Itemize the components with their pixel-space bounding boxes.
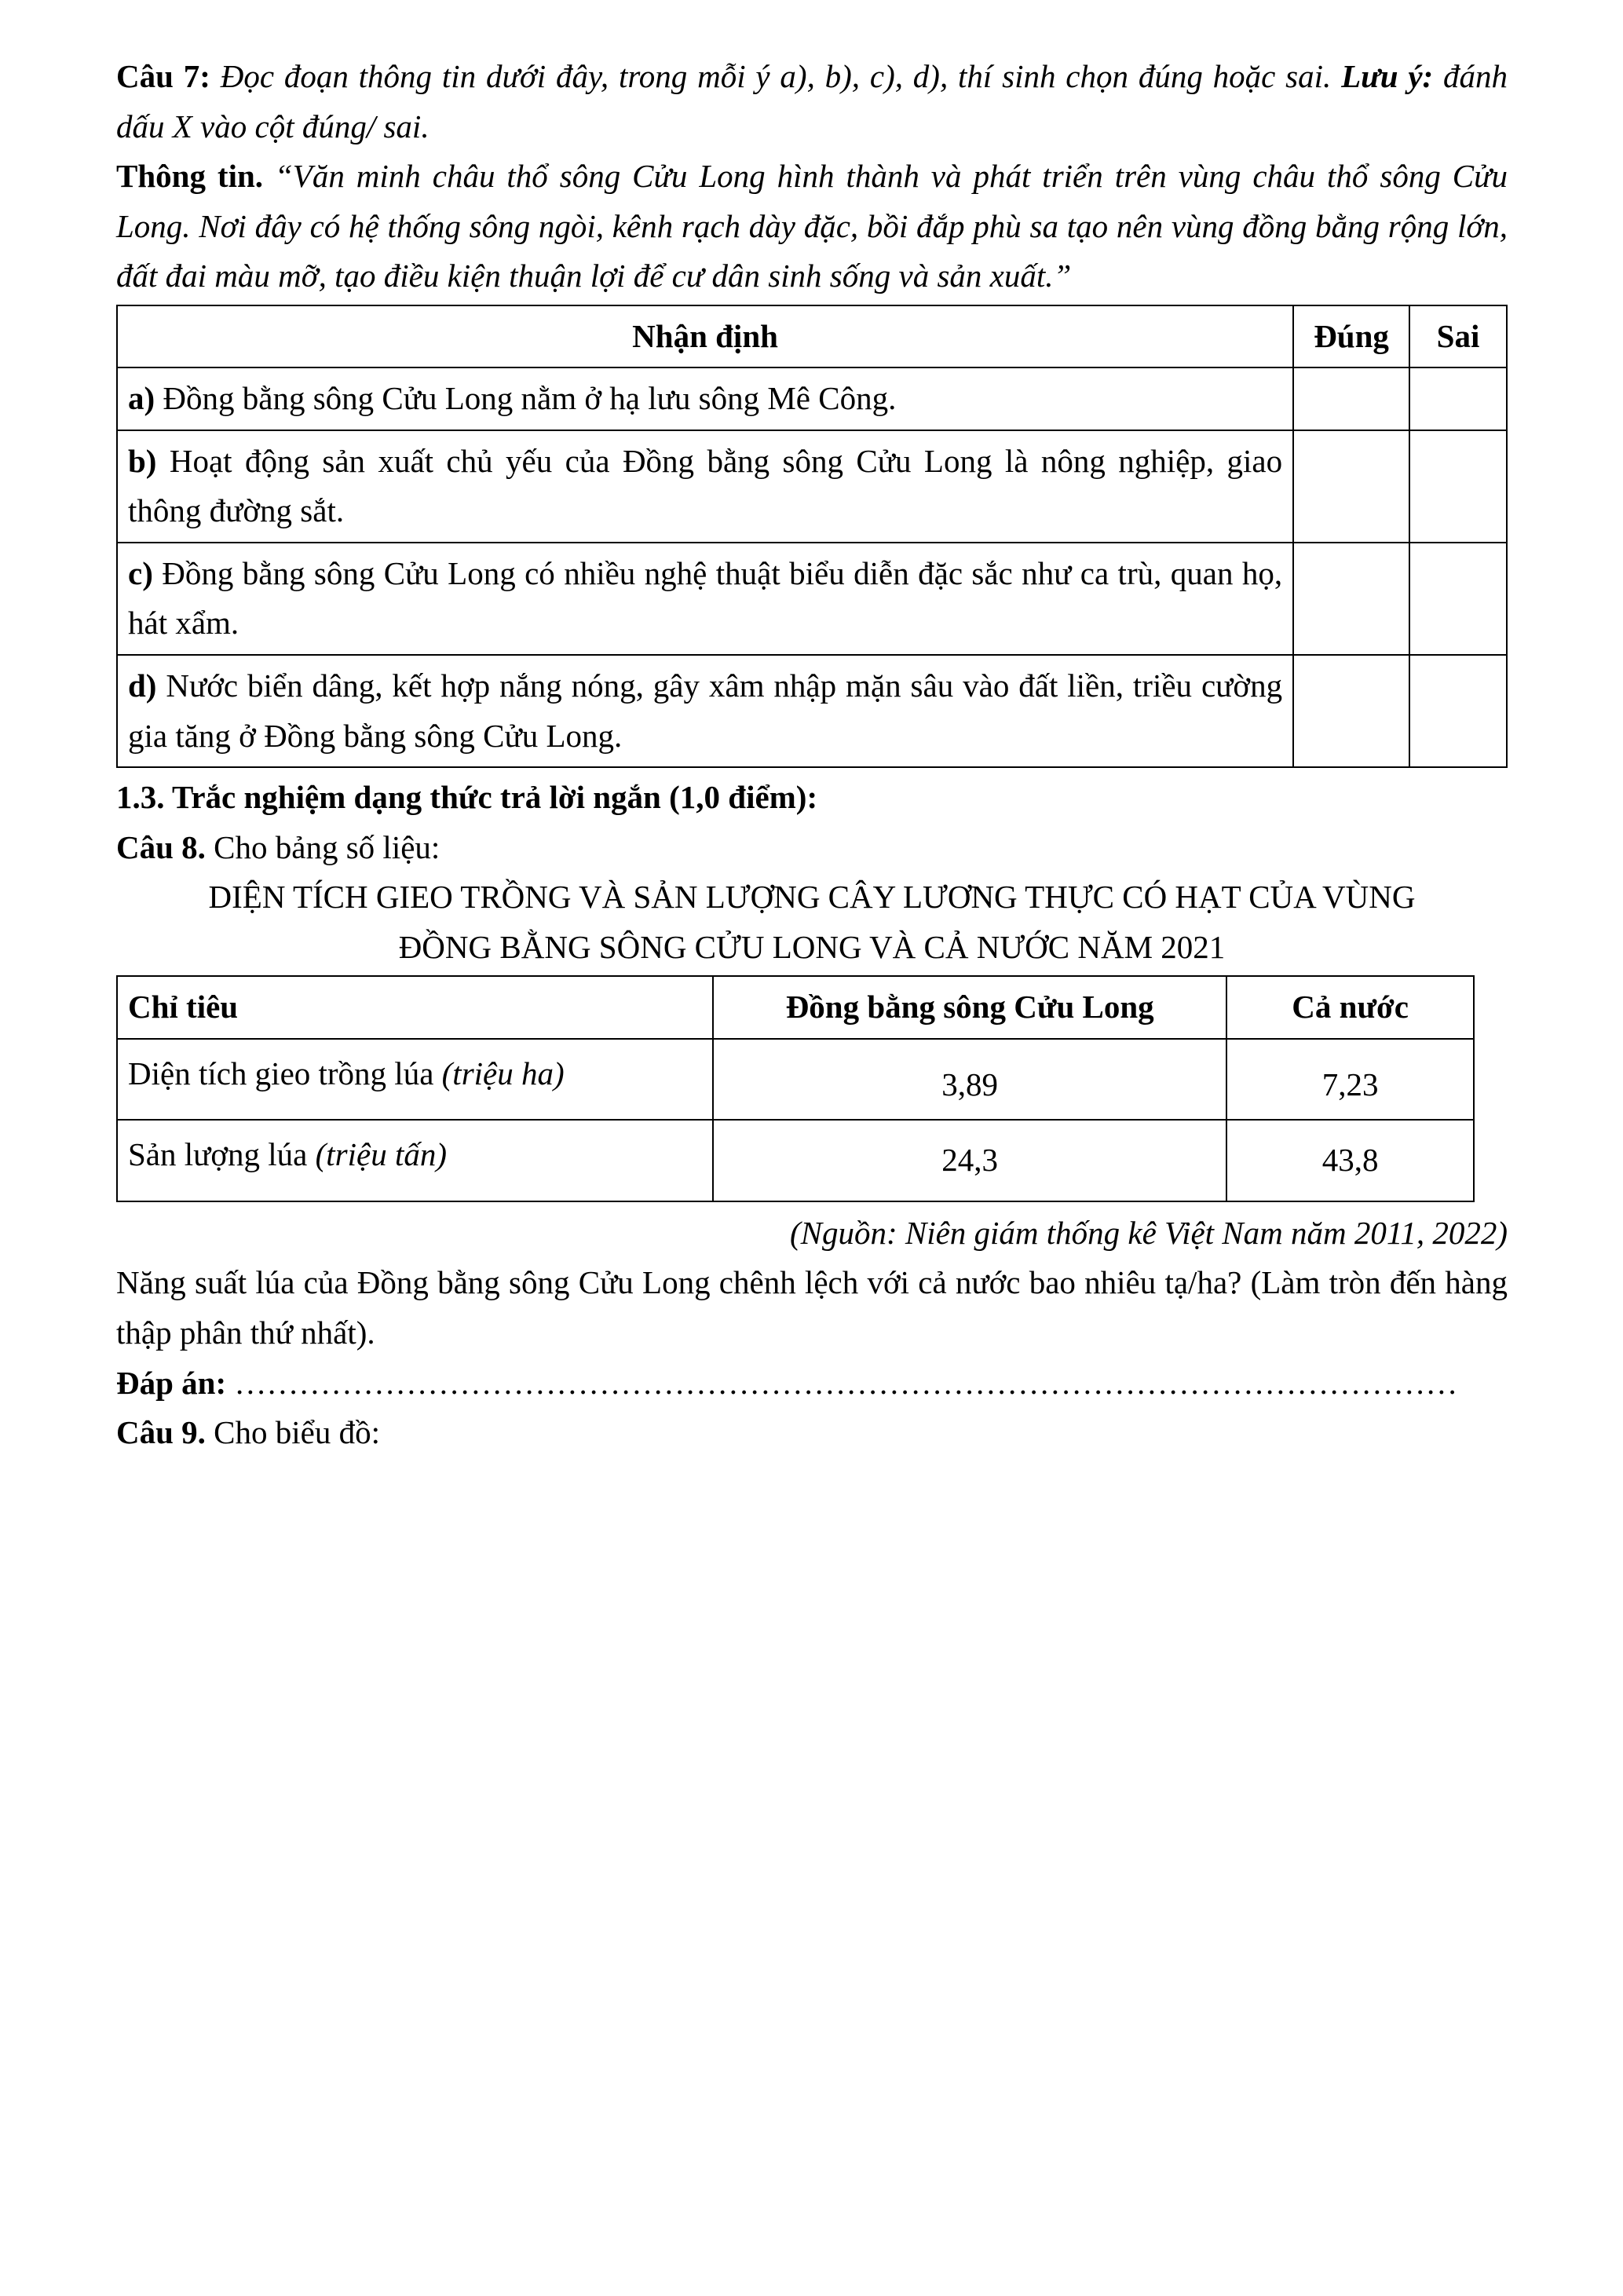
statement-a-label: a): [128, 380, 155, 417]
table-source-note: (Nguồn: Niên giám thống kê Việt Nam năm 2011, 2022): [789, 1214, 1508, 1251]
statement-d-label: d): [128, 667, 157, 704]
answer-label: Đáp án:: [116, 1364, 227, 1401]
row-output-mekong-value: 24,3: [713, 1120, 1226, 1201]
table-row-b: [117, 430, 1507, 543]
table-row-a: [117, 367, 1507, 430]
statistics-row-area: [117, 1039, 1474, 1121]
question8-intro-text: Cho bảng số liệu:: [214, 828, 440, 865]
info-text: “Văn minh châu thổ sông Cửu Long hình thành và phát triển trên vùng châu thổ sông Cửu Long. Nơi đây có hệ thống sông ngòi, kênh rạch dày đặc, bồi đắp phù sa tạo nên vùng đồng bằng rộng lớn, đất đai màu mỡ, tạo điều kiện thuận lợi để cư dân sinh sống và sản xuất.”: [116, 158, 1508, 294]
table-row-c: [117, 543, 1507, 655]
row-area-name: Diện tích gieo trồng lúa: [128, 1055, 434, 1091]
question7-note-text: đánh dấu X vào cột đúng/ sai.: [116, 58, 1508, 144]
answer-cell-a-sai: [1409, 367, 1507, 430]
statement-a: [117, 367, 1293, 430]
answer-cell-c-sai: [1409, 543, 1507, 655]
answer-cell-a-dung: [1293, 367, 1409, 430]
statement-c-label: c): [128, 554, 153, 591]
statement-d: [117, 655, 1293, 767]
section-heading-1-3: 1.3. Trắc nghiệm dạng thức trả lời ngắn (1,0 điểm):: [116, 779, 818, 816]
header-sai: Sai: [1409, 305, 1507, 368]
header-whole-country: Cả nước: [1226, 976, 1474, 1039]
answer-cell-c-dung: [1293, 543, 1409, 655]
header-mekong-delta: Đồng bằng sông Cửu Long: [713, 976, 1226, 1039]
statement-b: [117, 430, 1293, 543]
question9-label: Câu 9.: [116, 1414, 206, 1451]
answer-cell-b-sai: [1409, 430, 1507, 543]
statement-d-text: Nước biển dâng, kết hợp nắng nóng, gây xâm nhập mặn sâu vào đất liền, triều cường gia tăng ở Đồng bằng sông Cửu Long.: [128, 667, 1283, 754]
question7-note-label: Lưu ý:: [1341, 58, 1434, 94]
row-output-unit: (triệu tấn): [315, 1136, 448, 1173]
header-nhan-dinh: Nhận định: [117, 305, 1293, 368]
row-output-name: Sản lượng lúa: [128, 1136, 308, 1173]
statement-b-text: Hoạt động sản xuất chủ yếu của Đồng bằng sông Cửu Long là nông nghiệp, giao thông đường sắt.: [128, 442, 1283, 529]
statistics-row-output: [117, 1120, 1474, 1201]
row-area-country-value: 7,23: [1226, 1039, 1474, 1121]
question8-label: Câu 8.: [116, 828, 206, 865]
statistics-header-row: [117, 976, 1474, 1039]
header-dung: Đúng: [1293, 305, 1409, 368]
statement-b-label: b): [128, 442, 157, 479]
row-output-country-value: 43,8: [1226, 1120, 1474, 1201]
true-false-header-row: [117, 305, 1507, 368]
row-area-label: [117, 1039, 713, 1121]
question8-intro: [116, 823, 1508, 873]
answer-dots: ……………………………………………………………………………………………………: [234, 1364, 1458, 1401]
answer-cell-b-dung: [1293, 430, 1409, 543]
row-area-mekong-value: 3,89: [713, 1039, 1226, 1121]
question7-info-paragraph: [116, 152, 1508, 302]
question7-intro: [116, 52, 1508, 152]
table-row-d: [117, 655, 1507, 767]
statement-c-text: Đồng bằng sông Cửu Long có nhiều nghệ thuật biểu diễn đặc sắc như ca trù, quan họ, hát xẩm.: [128, 554, 1283, 642]
question9-intro: [116, 1408, 1508, 1458]
data-table-title-line2: ĐỒNG BẰNG SÔNG CỬU LONG VÀ CẢ NƯỚC NĂM 2021: [398, 928, 1226, 965]
question7-label: Câu 7:: [116, 58, 210, 94]
true-false-table: [116, 305, 1508, 768]
answer-cell-d-dung: [1293, 655, 1409, 767]
header-chi-tieu: Chỉ tiêu: [117, 976, 713, 1039]
statement-c: [117, 543, 1293, 655]
question7-intro-text: Đọc đoạn thông tin dưới đây, trong mỗi ý a), b), c), d), thí sinh chọn đúng hoặc sai.: [220, 58, 1332, 94]
row-output-label: [117, 1120, 713, 1201]
answer-cell-d-sai: [1409, 655, 1507, 767]
row-area-unit: (triệu ha): [441, 1055, 565, 1091]
question8-text: Năng suất lúa của Đồng bằng sông Cửu Long chênh lệch với cả nước bao nhiêu tạ/ha? (Làm tròn đến hàng thập phân thứ nhất).: [116, 1264, 1508, 1351]
answer-line: [116, 1358, 1508, 1409]
info-label: Thông tin.: [116, 158, 264, 195]
data-table-title-line1: DIỆN TÍCH GIEO TRỒNG VÀ SẢN LƯỢNG CÂY LƯƠNG THỰC CÓ HẠT CỦA VÙNG: [208, 879, 1416, 916]
statement-a-text: Đồng bằng sông Cửu Long nằm ở hạ lưu sông Mê Công.: [163, 380, 897, 417]
question9-intro-text: Cho biểu đồ:: [214, 1414, 380, 1451]
statistics-table: [116, 975, 1475, 1202]
